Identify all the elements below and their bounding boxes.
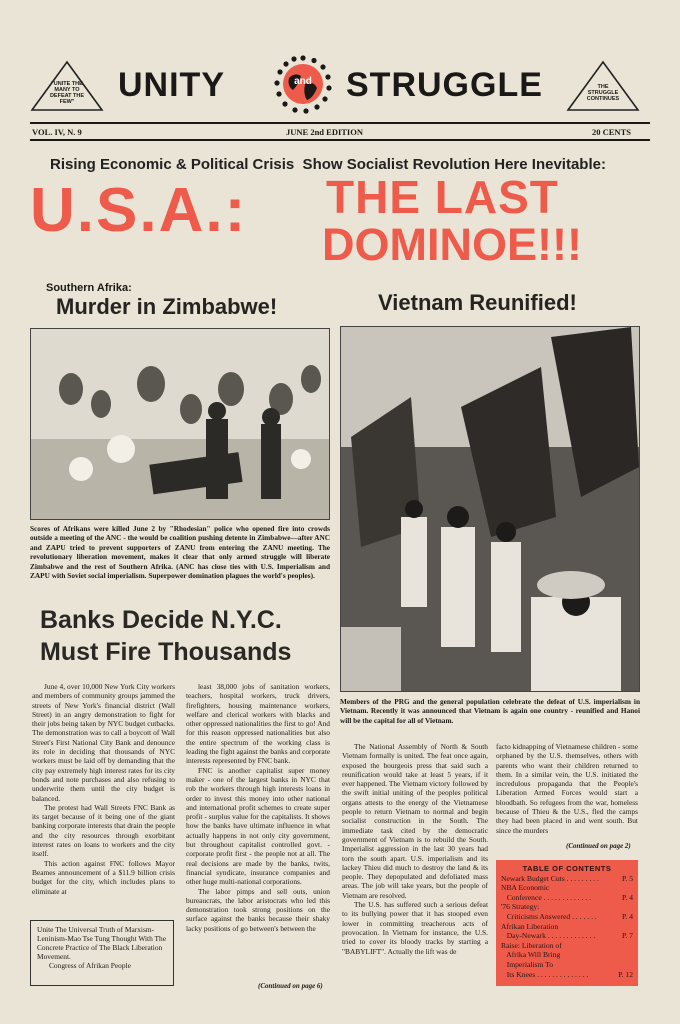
right-slogan-triangle — [566, 60, 640, 112]
toc-item-label: Afrika Will Bring — [501, 950, 561, 960]
slogan-text: Unite The Universal Truth of Marxism-Leninism-Mao Tse Tung Thought With The Concrete Practice of The Black Liberation Movement. — [37, 925, 167, 961]
toc-item-label: Conference . . . . . . . . . . . . . — [501, 892, 592, 902]
vietnam-caption: Members of the PRG and the general population celebrate the defeat of U.S. imperialism in Vietnam. Recently it was announced that Vietnam is again one country - reunified and Hanoi will be the capital for all of Vietnam. — [340, 697, 640, 725]
vietnam-article-col2 — [496, 742, 638, 835]
main-headline-right-2: DOMINOE!!! — [322, 219, 582, 270]
toc-item — [496, 922, 638, 932]
banks-headline-line1: Banks Decide N.Y.C. — [40, 606, 282, 634]
toc-item-page: P. 4 — [622, 911, 633, 921]
toc-item-page: P. 12 — [618, 969, 633, 979]
slogan-box — [30, 920, 174, 986]
vietnam-photo — [340, 326, 640, 692]
zimbabwe-label: Southern Afrika: — [46, 282, 132, 294]
banks-article-col1 — [32, 682, 175, 896]
toc-item-page: P. 5 — [622, 873, 633, 883]
toc-item — [496, 950, 638, 960]
masthead-logo — [273, 54, 333, 114]
toc-list — [496, 874, 638, 980]
right-slogan-text: THE STRUGGLE CONTINUES — [586, 84, 620, 102]
toc-title: TABLE OF CONTENTS — [522, 864, 612, 873]
toc-item — [496, 874, 638, 884]
toc-item-label: Raise: Liberation of — [501, 940, 562, 950]
vietnam-paragraph: The National Assembly of North & South Vietnam formally is united. The feat once again, exposed the bourgeois press that said such a reunification would take at least 5 years, if it ever happened. The Vietnam victory followed by the swift initial uniting of the peoples political organs attests to the energy of the Vietnamese people to return Vietnam to normal and begin socialist construction in the South. The immediate task cited by the democratic government of Vietnam is to rebuild the South. Imperialist aggression in the last 30 years had torn the south apart. U.S. imperialism and its lackey Thieu did much to destroy the land & its people. They depopulated and defoliated mass areas. The job will take years, but the people of Vietnam are resolved. — [342, 742, 488, 900]
banks-paragraph: least 38,000 jobs of sanitation workers, teachers, hospital workers, truck drivers, firefighters, housing maintenance workers, welfare and clerical workers with blacks and other oppressed nationalities the first to go! And for this reason oppressed nationalities but also the entire spectrum of the working class is leading the fight against the banks and corporate interests represented by FNC bank. — [186, 682, 330, 766]
vietnam-headline: Vietnam Reunified! — [378, 290, 577, 315]
toc-item-label: Its Knees . . . . . . . . . . . . . . — [501, 969, 589, 979]
logo-word: and — [294, 76, 312, 87]
kicker-headline: Rising Economic & Political Crisis Show Socialist Revolution Here Inevitable: — [50, 156, 606, 173]
toc-item-label: Day-Newark . . . . . . . . . . . . . — [501, 931, 596, 941]
vietnam-article-col1 — [342, 742, 488, 956]
zimbabwe-caption: Scores of Afrikans were killed June 2 by "Rhodesian" police who opened fire into crowds outside a meeting of the ANC - the would be coalition pushing detente in Zimbabwe—after ANC and ZAPU tried to prevent supporters of ZANU from entering the ZANU meeting. The revolutionary liberation movement, makes it clear that only armed struggle will liberate Zimbabwe and the rest of Southern Afrika. (ANC has close ties with U.S. Imperialism and ZAPU with Soviet social imperialism. Superpower domination plagues the world's peoples). — [30, 524, 330, 581]
slogan-signature: Congress of Afrikan People — [49, 961, 131, 970]
vietnam-continued: (Continued on page 2) — [566, 842, 631, 850]
banks-paragraph: FNC is another capitalist super money maker - one of the largest banks in NYC that rob the workers through high interests loans in order to invest this money into other national and international profit schemes to create super profit - surplus value for the capitalists. It shows how the banks have ultimate influence in what actually happens in not only city government, but throughout capitalist controlled govt. - corporate profit first - the people not at all. The real decisions are made by the banks, twits, financial syndicate, insurance companies and other huge multi-national corporations. — [186, 765, 330, 887]
banks-continued: (Continued on page 6) — [258, 982, 323, 990]
celebration-photo-icon — [341, 327, 639, 691]
banks-paragraph: This action against FNC follows Mayor Beames announcement of a $11.9 billion crisis budget for the city, which includes plans to eliminate at — [32, 858, 175, 896]
toc-item — [496, 912, 638, 922]
toc-item-label: Criticisms Answered . . . . . . . — [501, 911, 597, 921]
banks-paragraph: The protest had Wall Streets FNC Bank as its target because of it being one of the giant banking corporate interests that drain the people and the city resources through exorbitant interest rates on loans to workers and the city itself. — [32, 802, 175, 859]
volume-number: VOL. IV, N. 9 — [32, 127, 82, 137]
zimbabwe-headline: Murder in Zimbabwe! — [56, 294, 278, 319]
masthead-title-left: UNITY — [118, 66, 225, 104]
banks-headline-line2: Must Fire Thousands — [40, 638, 292, 666]
main-headline-right-1: THE LAST — [326, 171, 559, 223]
toc-item — [496, 970, 638, 980]
price: 20 CENTS — [592, 127, 631, 137]
toc-item-label: Newark Budget Cuts . . . . . . . . . — [501, 873, 599, 883]
toc-item-label: Imperialism To — [501, 959, 554, 969]
edition: JUNE 2nd EDITION — [286, 127, 363, 137]
toc-item — [496, 941, 638, 951]
toc-item-label: NBA Economic — [501, 883, 550, 893]
crowd-photo-icon — [31, 329, 329, 519]
toc-item — [496, 893, 638, 903]
vietnam-paragraph: The U.S. has suffered such a serious defeat to its bullying power that it has stooped even lower in committing treacherous acts of provocation. In Vietnam for instance, the U.S. tried to cover its bloody tracks by starting a "BABYLIFT". Actually the lift was de — [342, 900, 488, 956]
toc-item — [496, 960, 638, 970]
toc-item-label: '76 Strategy: — [501, 902, 540, 912]
banks-paragraph: The labor pimps and sell outs, union bureaucrats, the labor aristocrats who led this demonstration took strong positions on the surface against the banks because their shaky lacky positions of go between's between the — [186, 886, 330, 933]
left-slogan-triangle — [30, 60, 104, 112]
main-headline-left: U.S.A.: — [30, 176, 248, 245]
table-of-contents — [496, 860, 638, 986]
left-slogan-text: "UNITE THE MANY TO DEFEAT THE FEW" — [49, 81, 85, 105]
zimbabwe-photo — [30, 328, 330, 520]
banks-paragraph: June 4, over 10,000 New York City workers and members of community groups jammed the streets of New York's financial district (Wall Street) in an angry demonstration to fight for their jobs being taken by NYC budget cutbacks. The demonstration was to call a boycott of Wall Street's First National City Bank and denounce its role in deciding that thousands of NYC workers must be laid off by demanding that the city pay extremely high interest rates for its city bonds and note purchases and also refusing to underwrite them until the city budget is balanced. — [32, 682, 175, 803]
masthead-title-right: STRUGGLE — [346, 66, 543, 104]
toc-item-label: Afrikan Liberation — [501, 921, 559, 931]
banks-article-col2 — [186, 682, 330, 933]
toc-item — [496, 931, 638, 941]
masthead-rule-top — [30, 122, 650, 124]
toc-item — [496, 883, 638, 893]
toc-item — [496, 902, 638, 912]
toc-item-page: P. 4 — [622, 892, 633, 902]
masthead-rule-bottom — [30, 139, 650, 141]
toc-item-page: P. 7 — [622, 931, 633, 941]
vietnam-paragraph: facto kidnapping of Vietnamese children - some orphaned by the U.S. themselves, others with parents who want their children returned to them. In a similar vein, the U.S. initiated the incredulous propaganda that the People's Liberation Armed Forces would start a bloodbath. So refugees from the war, homeless because of Thieu & the U.S., fled the camps they had been placed in and went south. But since the murders — [496, 742, 638, 835]
